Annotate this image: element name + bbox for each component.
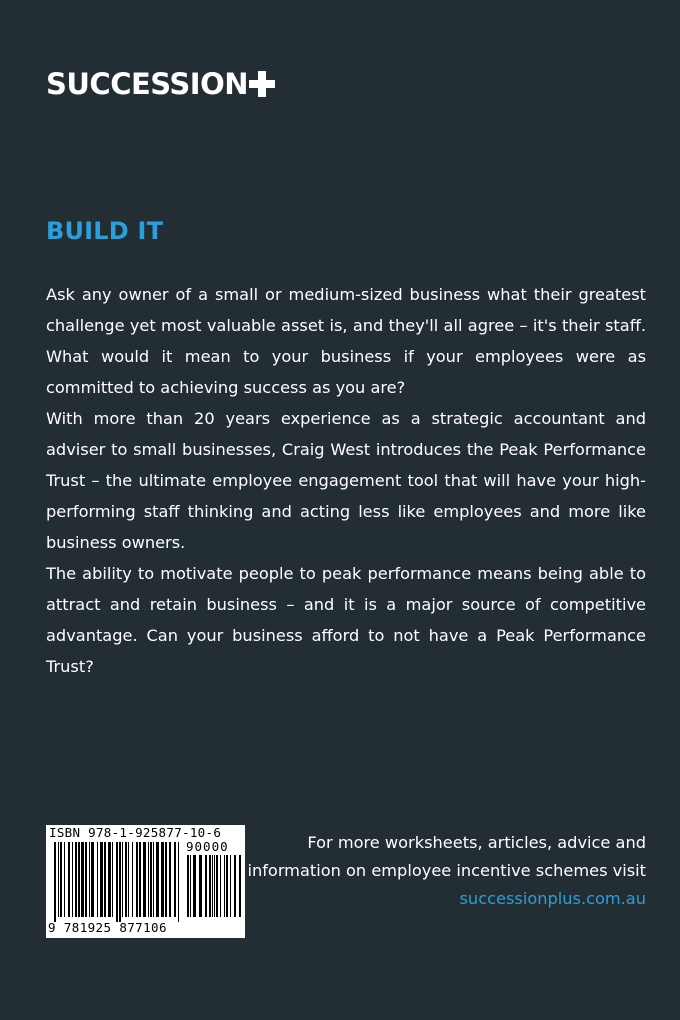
logo-wordmark: SUCCESSION — [46, 67, 248, 101]
section-heading: BUILD IT — [46, 217, 164, 245]
isbn-addon: 90000 — [186, 839, 229, 854]
paragraph: With more than 20 years experience as a strategic accountant and adviser to small businesses, Craig West introduces the Peak Performance Trust – the ultimate employee engagement tool that will have your high-performing staff thinking and acting less like employees and more like business owners. — [46, 409, 646, 552]
ean-number: 9 781925 877106 — [48, 920, 167, 935]
paragraph: The ability to motivate people to peak performance means being able to attract and retain business – and it is a major source of competitive advantage. Can your business afford to not have a Peak Performance Trust? — [46, 564, 646, 676]
website-link[interactable]: successionplus.com.au — [459, 889, 646, 908]
paragraph: Ask any owner of a small or medium-sized business what their greatest challenge yet most valuable asset is, and they'll all agree – it's their staff. What would it mean to your business if your employees were as committed to achieving success as you are? — [46, 285, 646, 397]
info-line: information on employee incentive schemes visit — [247, 861, 646, 880]
brand-logo — [46, 67, 275, 101]
info-line: For more worksheets, articles, advice and — [307, 833, 646, 852]
website-info — [226, 829, 646, 913]
blurb — [46, 279, 646, 682]
plus-icon — [249, 71, 275, 97]
barcode — [46, 825, 245, 938]
isbn-number: ISBN 978-1-925877-10-6 — [49, 825, 222, 840]
